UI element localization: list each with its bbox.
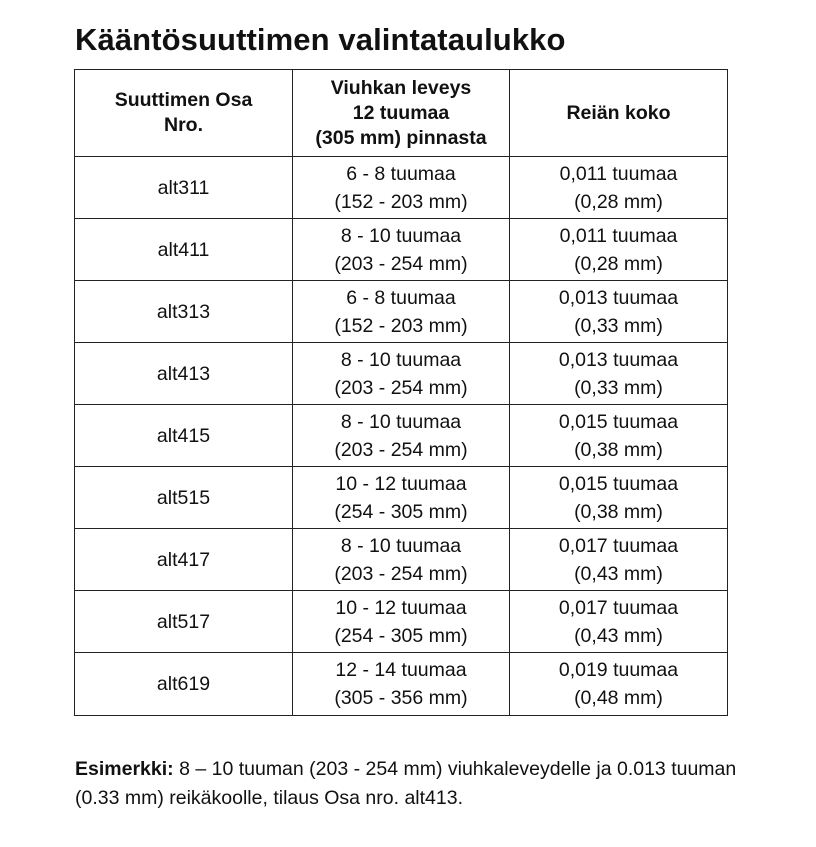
example-note <box>75 755 775 813</box>
fan-cell <box>293 219 510 281</box>
fan-inch: 6 - 8 tuumaa <box>346 162 456 185</box>
hole-mm: (0,48 mm) <box>574 687 663 709</box>
hole-mm: (0,43 mm) <box>574 562 663 585</box>
example-text: 8 – 10 tuuman (203 - 254 mm) viuhkaleveydelle ja 0.013 tuuman (0.33 mm) reikäkoolle, tilaus Osa nro. alt413. <box>75 758 737 809</box>
part-cell: alt517 <box>75 591 293 653</box>
fan-cell <box>293 653 510 716</box>
fan-mm: (254 - 305 mm) <box>334 500 468 523</box>
part-cell: alt413 <box>75 343 293 405</box>
table-row <box>75 405 728 467</box>
hole-cell <box>510 281 728 343</box>
fan-mm: (152 - 203 mm) <box>334 314 468 337</box>
table-row <box>75 653 728 716</box>
fan-inch: 12 - 14 tuumaa <box>335 659 467 681</box>
table-row <box>75 467 728 529</box>
table-row <box>75 219 728 281</box>
hole-inch: 0,013 tuumaa <box>558 286 679 309</box>
hole-cell <box>510 343 728 405</box>
hole-inch: 0,017 tuumaa <box>558 534 679 557</box>
nozzle-selection-table <box>74 69 728 716</box>
hole-inch: 0,011 tuumaa <box>559 162 678 185</box>
fan-cell <box>293 343 510 405</box>
fan-cell <box>293 591 510 653</box>
hole-cell <box>510 157 728 219</box>
part-cell: alt411 <box>75 219 293 281</box>
hole-cell <box>510 219 728 281</box>
fan-inch: 8 - 10 tuumaa <box>340 224 462 247</box>
part-cell: alt515 <box>75 467 293 529</box>
fan-inch: 8 - 10 tuumaa <box>340 410 462 433</box>
fan-cell <box>293 281 510 343</box>
header-row <box>75 70 728 157</box>
table-body <box>75 157 728 716</box>
table-row <box>75 591 728 653</box>
hole-cell <box>510 653 728 716</box>
part-cell: alt313 <box>75 281 293 343</box>
table-row <box>75 281 728 343</box>
hole-inch: 0,015 tuumaa <box>558 472 679 495</box>
fan-inch: 6 - 8 tuumaa <box>346 286 456 309</box>
fan-mm: (254 - 305 mm) <box>334 624 468 647</box>
part-cell: alt415 <box>75 405 293 467</box>
table-row <box>75 343 728 405</box>
hole-mm: (0,28 mm) <box>574 252 663 275</box>
header-line: (305 mm) pinnasta <box>315 126 487 149</box>
hole-cell <box>510 529 728 591</box>
header-fan-width <box>293 70 510 157</box>
fan-inch: 8 - 10 tuumaa <box>340 534 462 557</box>
header-line: Suuttimen Osa <box>114 89 253 111</box>
hole-mm: (0,43 mm) <box>574 624 663 647</box>
fan-mm: (203 - 254 mm) <box>334 376 468 399</box>
table-row <box>75 157 728 219</box>
table-header <box>75 70 728 157</box>
fan-cell <box>293 157 510 219</box>
header-line: Viuhkan leveys <box>330 76 472 99</box>
fan-inch: 10 - 12 tuumaa <box>335 472 467 495</box>
hole-inch: 0,015 tuumaa <box>558 410 679 433</box>
header-line: 12 tuumaa <box>352 101 450 124</box>
fan-mm: (203 - 254 mm) <box>334 252 468 275</box>
fan-mm: (305 - 356 mm) <box>334 687 468 709</box>
header-line: Reiän koko <box>566 101 671 124</box>
hole-mm: (0,28 mm) <box>574 190 663 213</box>
hole-cell <box>510 467 728 529</box>
hole-mm: (0,38 mm) <box>574 438 663 461</box>
fan-mm: (203 - 254 mm) <box>334 438 468 461</box>
hole-cell <box>510 591 728 653</box>
fan-cell <box>293 529 510 591</box>
hole-mm: (0,33 mm) <box>574 376 663 399</box>
part-cell: alt311 <box>75 157 293 219</box>
hole-mm: (0,33 mm) <box>574 314 663 337</box>
part-cell: alt417 <box>75 529 293 591</box>
hole-inch: 0,011 tuumaa <box>559 224 678 247</box>
header-line: Nro. <box>164 114 203 136</box>
fan-cell <box>293 405 510 467</box>
hole-inch: 0,017 tuumaa <box>558 596 679 619</box>
header-hole-size <box>510 70 728 157</box>
fan-cell <box>293 467 510 529</box>
hole-inch: 0,019 tuumaa <box>558 659 679 681</box>
table-row <box>75 529 728 591</box>
hole-inch: 0,013 tuumaa <box>558 348 679 371</box>
page-title: Kääntösuuttimen valintataulukko <box>75 22 566 57</box>
fan-mm: (203 - 254 mm) <box>334 562 468 585</box>
hole-cell <box>510 405 728 467</box>
fan-inch: 10 - 12 tuumaa <box>335 596 467 619</box>
example-label: Esimerkki: <box>75 758 174 780</box>
fan-mm: (152 - 203 mm) <box>334 190 468 213</box>
header-part-number <box>75 70 293 157</box>
part-cell: alt619 <box>75 653 293 716</box>
hole-mm: (0,38 mm) <box>574 500 663 523</box>
fan-inch: 8 - 10 tuumaa <box>340 348 462 371</box>
